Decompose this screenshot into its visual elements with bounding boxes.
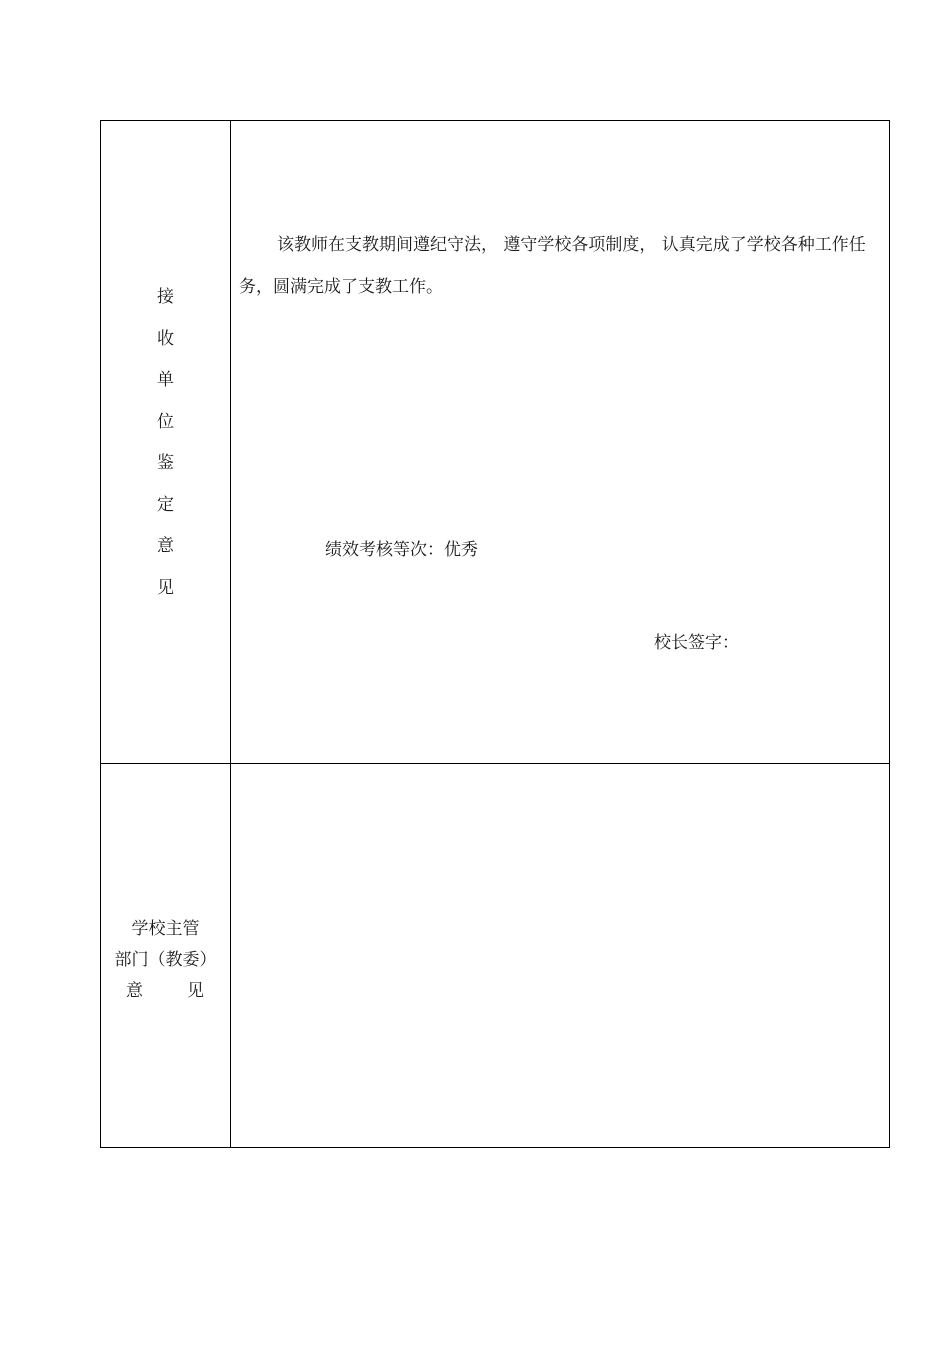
receiving-unit-content-cell: [231, 121, 889, 763]
department-content-cell: [231, 764, 889, 1147]
label-char: 接: [157, 287, 174, 307]
department-label: [101, 914, 230, 1007]
label-char: 收: [157, 328, 174, 349]
department-row: [101, 764, 889, 1147]
department-label-line3: [101, 976, 230, 1007]
label-char: 见: [157, 577, 174, 598]
label-char: 位: [157, 411, 174, 432]
label-char: 意: [157, 536, 174, 556]
department-label-line1: 学校主管: [131, 919, 200, 939]
receiving-unit-label-cell: [101, 121, 231, 763]
department-label-char: 意: [126, 981, 143, 1001]
principal-signature-label: 校长签字：: [654, 633, 739, 653]
department-label-cell: [101, 764, 231, 1147]
label-char: 鉴: [157, 453, 174, 473]
appraisal-form-table: [100, 120, 890, 1148]
department-label-line2: 部门（教委）: [114, 950, 217, 970]
performance-grade: 绩效考核等次：优秀: [325, 540, 478, 560]
receiving-unit-label: [101, 283, 230, 615]
label-char: 单: [157, 370, 174, 390]
label-char: 定: [157, 494, 174, 515]
department-label-char: 见: [187, 981, 204, 1001]
receiving-unit-row: [101, 121, 889, 764]
appraisal-comment: 该教师在支教期间遵纪守法， 遵守学校各项制度， 认真完成了学校各种工作任务，圆满完成了支教工作。: [239, 235, 866, 297]
